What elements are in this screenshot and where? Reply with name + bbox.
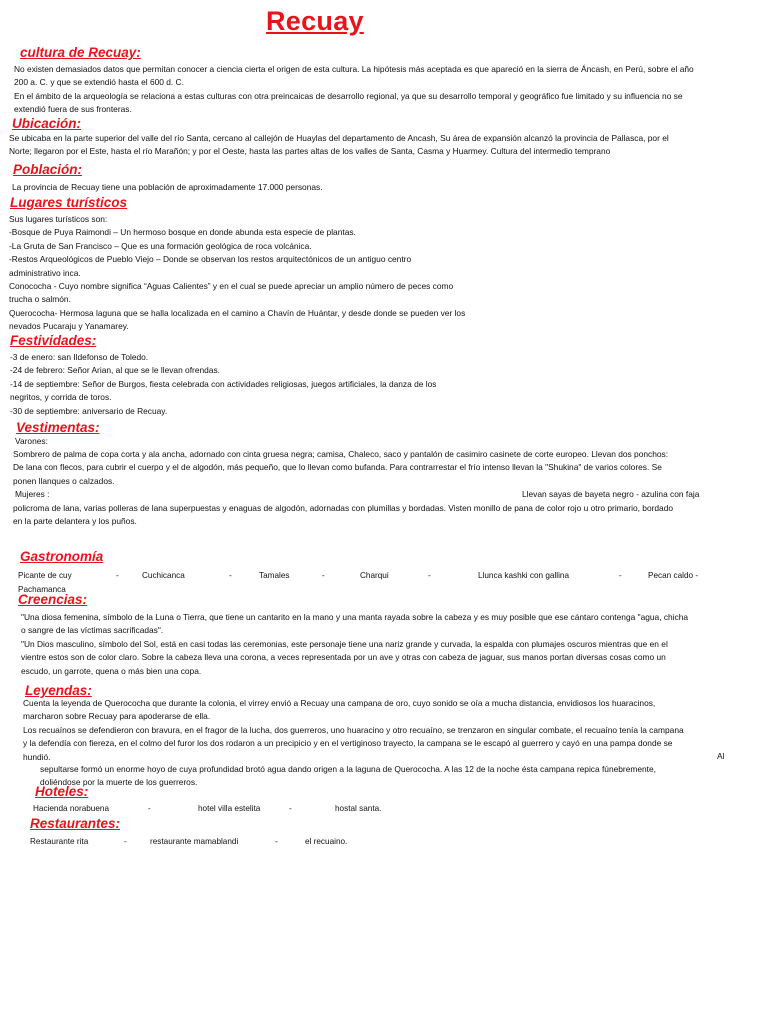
festividades-paragraph bbox=[10, 351, 436, 418]
text-line: escudo, un garrote, quena o más bien una copa. bbox=[21, 665, 202, 676]
list-item: Hacienda norabuena bbox=[33, 804, 110, 813]
text-line: y la defendía con fiereza, en el colmo del furor los dos rodaron a un precipicio y en el vertiginoso trayecto, la campana se le escapó al guerrero y cayó en una pampa donde se bbox=[23, 738, 673, 749]
list-item: Cuchicanca bbox=[142, 571, 185, 580]
list-item: hostal santa. bbox=[335, 804, 382, 813]
lugares-paragraph bbox=[9, 213, 465, 334]
gastronomia-list bbox=[0, 571, 768, 583]
ubicacion-paragraph bbox=[9, 132, 669, 159]
cultura-paragraph bbox=[14, 63, 694, 117]
separator: - bbox=[322, 571, 325, 580]
text-line: De lana con flecos, para cubrir el cuerpo y el de algodón, más pequeño, que lo llevan como bufanda. Para contrarrestar el frío intenso llevan la "Shukina" de varios colores. Se bbox=[13, 462, 662, 473]
mujeres-label: Mujeres : bbox=[15, 489, 50, 499]
text-line: vientre estos son de color claro. Sobre la cabeza lleva una corona, a veces representada por un ave y otras con cabeza de jaguar, sus manos portan diversas cosas como un bbox=[21, 652, 666, 663]
heading-leyendas: Leyendas: bbox=[25, 683, 92, 698]
heading-lugares: Lugares turísticos bbox=[10, 195, 128, 210]
text-line: La provincia de Recuay tiene una población de aproximadamente 17.000 personas. bbox=[12, 182, 323, 192]
list-item: Tamales bbox=[259, 571, 290, 580]
text-line: negritos, y corrida de toros. bbox=[10, 392, 112, 403]
text-line: hundió. bbox=[23, 751, 51, 762]
text-line: -Bosque de Puya Raimondi – Un hermoso bosque en donde abunda esta especie de plantas. bbox=[9, 227, 356, 238]
text-line: extendió fuera de sus fronteras. bbox=[14, 104, 132, 115]
list-item: Picante de cuy bbox=[18, 571, 72, 580]
leyendas-paragraph bbox=[23, 697, 684, 764]
text-line: -14 de septiembre: Señor de Burgos, fiesta celebrada con actividades religiosas, juegos artificiales, la danza de los bbox=[10, 378, 437, 389]
page-title: Recuay bbox=[266, 6, 364, 36]
leyendas-paragraph-cont bbox=[40, 763, 656, 790]
list-item: restaurante mamablandi bbox=[150, 837, 239, 846]
hoteles-list bbox=[0, 804, 768, 816]
text-line: "Una diosa femenina, símbolo de la Luna o Tierra, que tiene un cantarito en la mano y una manta rayada sobre la cabeza y es muy posible que ese cántaro contenga "agua, chicha bbox=[21, 612, 689, 622]
varones-paragraph bbox=[13, 448, 668, 488]
list-item: hotel villa estelita bbox=[198, 804, 261, 813]
heading-poblacion: Población: bbox=[13, 162, 83, 177]
heading-vestimentas: Vestimentas: bbox=[16, 420, 100, 435]
separator: - bbox=[428, 571, 431, 580]
separator: - bbox=[148, 804, 151, 813]
list-item: Llunca kashki con gallina bbox=[478, 571, 570, 580]
heading-ubicacion: Ubicación: bbox=[12, 116, 82, 131]
heading-festividades: Festividades: bbox=[10, 333, 97, 348]
heading-restaurantes: Restaurantes: bbox=[30, 816, 121, 831]
text-line: Querococha- Hermosa laguna que se halla localizada en el camino a Chavín de Huántar, y desde donde se pueden ver los bbox=[9, 307, 466, 318]
text-line: Conococha - Cuyo nombre significa “Aguas Calientes” y en el cual se puede apreciar un amplio número de peces como bbox=[9, 281, 454, 292]
text-line: Sus lugares turísticos son: bbox=[9, 214, 108, 224]
creencias-paragraph bbox=[21, 611, 688, 678]
list-item: el recuaino. bbox=[305, 837, 348, 846]
text-line: -30 de septiembre: aniversario de Recuay. bbox=[10, 405, 168, 416]
list-item: Charqui bbox=[360, 571, 389, 580]
text-line: doliéndose por la muerte de los guerreros. bbox=[40, 777, 198, 788]
text-line: "Un Dios masculino, símbolo del Sol, está en casi todas las ceremonias, este personaje tiene una nariz grande y curvada, la espalda con plumajes oscuros mientras que en el bbox=[21, 638, 668, 649]
text-line: Cuenta la leyenda de Querococha que durante la colonia, el virrey envió a Recuay una campana de oro, cuyo sonido se oía a mucha distancia, envidiosos los huaracinos, bbox=[23, 698, 656, 708]
text-line: 200 a. C. y que se extendió hasta el 600 d. C. bbox=[14, 77, 184, 88]
text-line: nevados Pucaraju y Yanamarey. bbox=[9, 321, 129, 332]
separator: - bbox=[124, 837, 127, 846]
text-line: marcharon sobre Recuay para apoderarse de ella. bbox=[23, 711, 211, 722]
varones-label: Varones: bbox=[15, 436, 48, 446]
text-line: administrativo inca. bbox=[9, 267, 81, 278]
text-line: Norte; llegaron por el Este, hasta el río Marañón; y por el Oeste, hasta las partes altas de los valles de Santa, Casma y Huarmey. Cultura del intermedio temprano bbox=[9, 146, 611, 157]
text-line: trucha o salmón. bbox=[9, 294, 71, 305]
separator: - bbox=[619, 571, 622, 580]
list-item: Restaurante rita bbox=[30, 837, 89, 846]
list-item: Pecan caldo - bbox=[648, 571, 699, 580]
text-line: -Restos Arqueológicos de Pueblo Viejo – Donde se observan los restos arquitectónicos de un antiguo centro bbox=[9, 254, 412, 265]
mujeres-first-line: Llevan sayas de bayeta negro - azulina con faja bbox=[522, 489, 700, 499]
text-line: o sangre de las víctimas sacrificadas". bbox=[21, 625, 164, 636]
text-line: policroma de lana, varias polleras de lana superpuestas y enaguas de algodón, adornadas con plumillas y bordadas. Visten monillo de pana de color rojo u otro primario, bordado bbox=[13, 503, 674, 513]
heading-cultura: cultura de Recuay: bbox=[20, 45, 141, 60]
text-line: No existen demasiados datos que permitan conocer a ciencia cierta el origen de esta cultura. La hipótesis más aceptada es que apareció en la sierra de Áncash, en Perú, sobre el año bbox=[14, 64, 694, 74]
poblacion-paragraph bbox=[12, 181, 323, 194]
text-line: Los recuaínos se defendieron con bravura, en el fragor de la lucha, dos guerreros, uno huaracino y otro recuaíno, se trenzaron en singular combate, el recuaíno tenía la campana bbox=[23, 724, 684, 735]
text-line: ponen llanques o calzados. bbox=[13, 475, 115, 486]
separator: - bbox=[289, 804, 292, 813]
heading-gastronomia: Gastronomía bbox=[20, 549, 104, 564]
leyendas-al-word: Al bbox=[717, 751, 725, 761]
separator: - bbox=[275, 837, 278, 846]
text-line: Se ubicaba en la parte superior del valle del río Santa, cercano al callejón de Huaylas del departamento de Ancash, Su área de expansión alcanzó la provincia de Pallasca, por el bbox=[9, 133, 669, 143]
text-line: sepultarse formó un enorme hoyo de cuya profundidad brotó agua dando origen a la laguna de Querococha. A las 12 de la noche ésta campana repica fúnebremente, bbox=[40, 764, 656, 774]
text-line: En el ámbito de la arqueología se relaciona a estas culturas con otra preincaicas de desarrollo regional, ya que su desarrollo temporal y geográfico fue limitado y su influencia no se bbox=[14, 90, 683, 101]
text-line: -24 de febrero: Señor Arian, al que se le llevan ofrendas. bbox=[10, 365, 220, 376]
heading-hoteles: Hoteles: bbox=[35, 784, 89, 799]
gastronomia-overflow: Pachamanca bbox=[18, 585, 66, 594]
text-line: -3 de enero: san Ildefonso de Toledo. bbox=[10, 352, 149, 362]
separator: - bbox=[116, 571, 119, 580]
text-line: Sombrero de palma de copa corta y ala ancha, adornado con cinta gruesa negra; camisa, Chaleco, saco y pantalón de casimiro casinete de corte europeo. Llevan dos ponchos: bbox=[13, 449, 669, 459]
text-line: -La Gruta de San Francisco – Que es una formación geológica de roca volcánica. bbox=[9, 240, 312, 251]
mujeres-paragraph bbox=[13, 502, 673, 529]
separator: - bbox=[229, 571, 232, 580]
heading-creencias: Creencias: bbox=[18, 592, 88, 607]
restaurantes-list bbox=[0, 837, 768, 849]
text-line: en la parte delantera y los puños. bbox=[13, 516, 137, 527]
